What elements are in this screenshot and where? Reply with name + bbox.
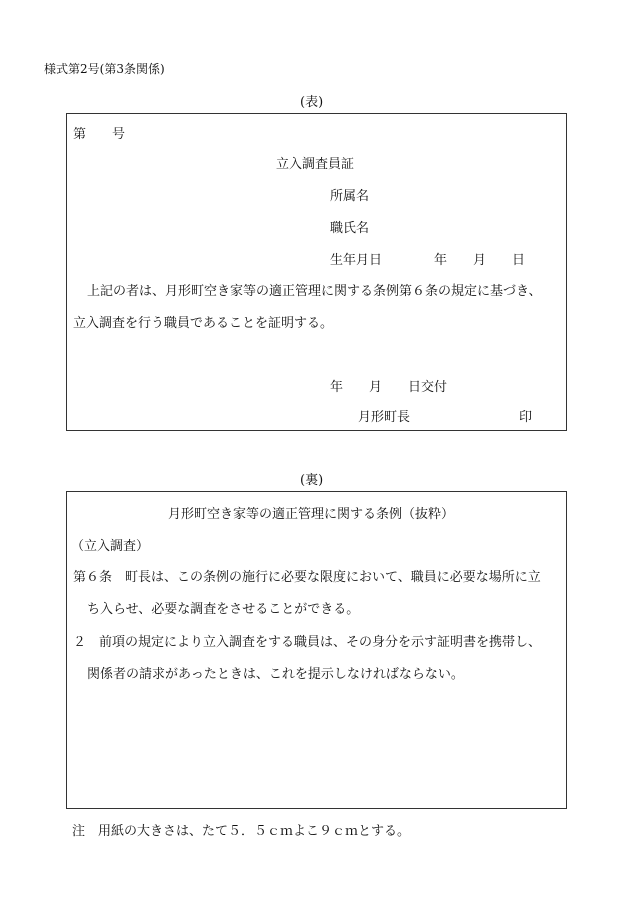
ordinance-title: 月形町空き家等の適正管理に関する条例（抜粋） [168, 507, 455, 522]
article-6-line-2: ち入らせ、必要な調査をさせることができる。 [87, 602, 360, 617]
size-note: 注 用紙の大きさは、たて５．５ｃｍよこ９ｃｍとする。 [72, 824, 411, 839]
paragraph-2-line-2: 関係者の請求があったときは、これを提示しなければならない。 [87, 667, 464, 682]
birthdate-label: 生年月日 年 月 日 [330, 253, 526, 268]
name-label: 職氏名 [330, 221, 370, 236]
seal-mark: 印 [519, 410, 533, 425]
statement-line-2: 立入調査を行う職員であることを証明する。 [73, 316, 334, 331]
issued-date-label: 年 月 日交付 [330, 380, 448, 395]
section-heading: （立入調査） [71, 539, 150, 554]
form-label: 様式第2号(第3条関係) [44, 62, 165, 76]
article-6-line-1: 第６条 町長は、この条例の施行に必要な限度において、職員に必要な場所に立 [73, 570, 541, 585]
statement-line-1: 上記の者は、月形町空き家等の適正管理に関する条例第６条の規定に基づき、 [87, 284, 542, 299]
affiliation-label: 所属名 [330, 189, 370, 204]
card-number-label: 第 号 [73, 127, 126, 142]
front-heading: (表) [300, 95, 324, 110]
back-card [66, 491, 567, 809]
card-title: 立入調査員証 [276, 157, 355, 172]
back-heading: (裏) [300, 473, 324, 488]
issuer-label: 月形町長 [358, 410, 411, 425]
paragraph-2-line-1: ２ 前項の規定により立入調査をする職員は、その身分を示す証明書を携帯し、 [73, 635, 542, 650]
front-card [66, 113, 567, 431]
